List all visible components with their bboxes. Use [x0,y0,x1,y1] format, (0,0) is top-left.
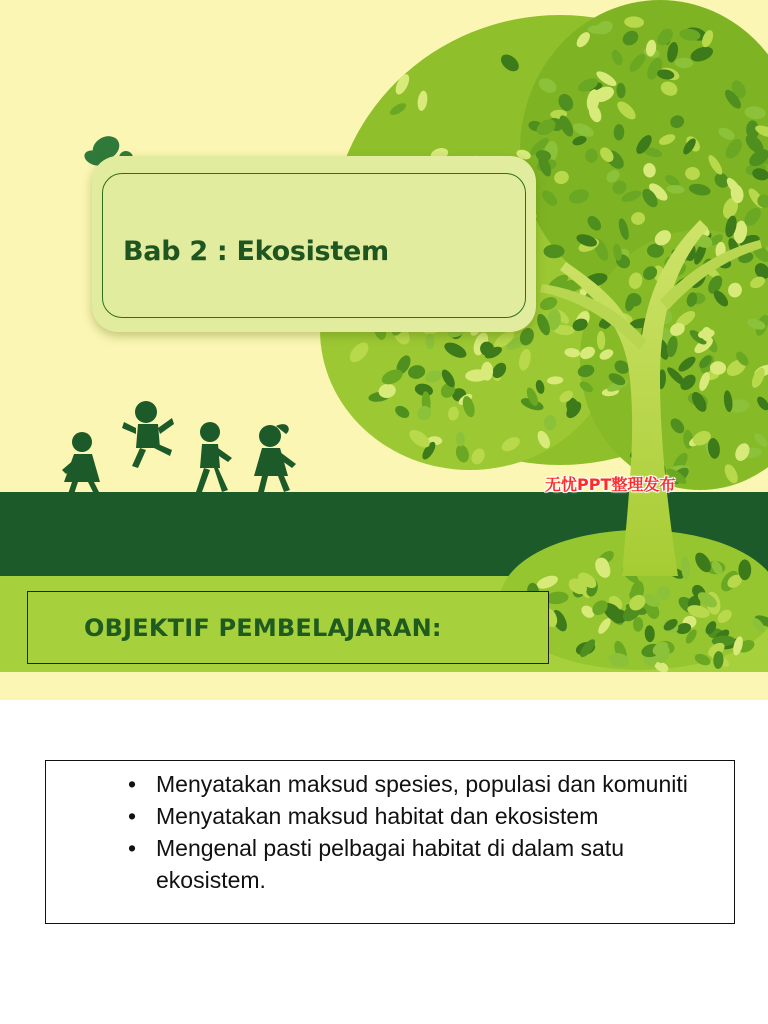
objective-item: • Mengenal pasti pelbagai habitat di dalam satu ekosistem. [156,832,710,896]
objectives-list [46,761,734,896]
leaf-shape [425,334,434,350]
leaf-shape [456,432,465,447]
leaf-shape [710,361,726,374]
title-card [92,156,536,332]
slide-title: Bab 2 : Ekosistem [123,236,389,267]
objective-item: • Menyatakan maksud spesies, populasi dan komuniti [156,768,710,800]
leaf-shape [544,245,565,259]
bullet-icon: • [128,835,137,861]
bullet-icon: • [128,803,137,829]
objective-heading-box [27,591,549,664]
objectives-list-box [45,760,735,924]
children-silhouettes [62,401,296,494]
title-card-border [102,173,526,318]
leaf-shape [738,559,751,580]
objective-item: • Menyatakan maksud habitat dan ekosistem [156,800,710,832]
watermark-text: 无忧PPT整理发布 [545,475,676,494]
bullet-icon: • [128,771,137,797]
objective-heading: OBJEKTIF PEMBELAJARAN: [84,613,442,642]
